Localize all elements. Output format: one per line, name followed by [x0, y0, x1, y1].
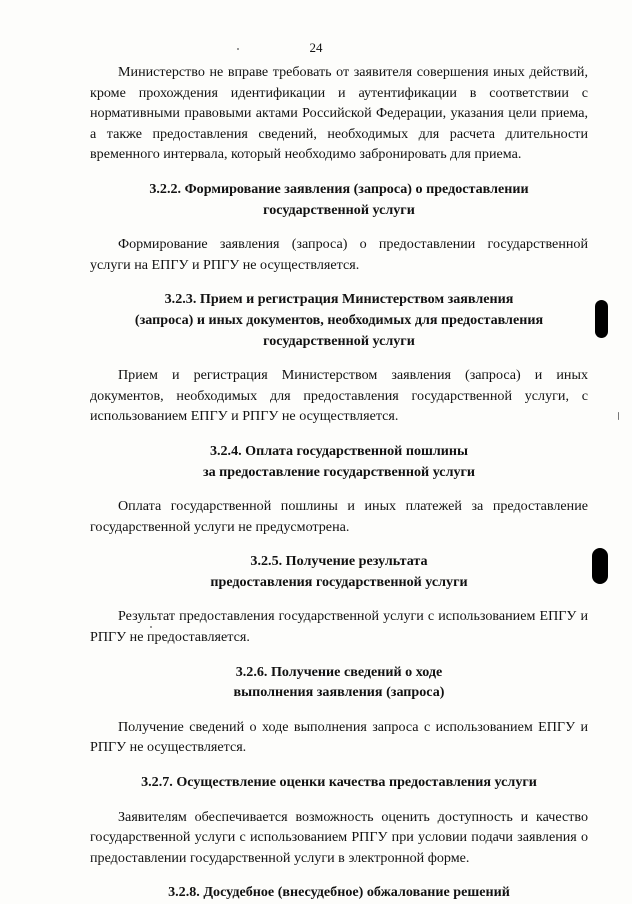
paragraph-ministry-restrictions: Министерство не вправе требовать от заявителя совершения иных действий, кроме прохождения идентификации и аутентификации в соответствии с нормативными правовыми актами Российской Федерации, указания цели приема, а также предоставления сведений, необходимых для расчета длительности временного интервала, который необходимо забронировать для приема.	[90, 64, 588, 163]
heading-line: (запроса) и иных документов, необходимых для предоставления	[134, 311, 544, 328]
scan-punch-hole-mark	[595, 300, 608, 338]
heading-line: государственной услуги	[263, 201, 415, 218]
paragraph-3-2-5: Результат предоставления государственной услуги с использованием ЕПГУ и РПГУ не предоставляется.	[90, 608, 588, 646]
heading-3-2-4	[90, 441, 588, 482]
paragraph-3-2-7: Заявителям обеспечивается возможность оценить доступность и качество государственной услуги с использованием РПГУ при условии подачи заявления о предоставлении государственной услуги в электронной форме.	[90, 808, 588, 866]
heading-line: государственной услуги	[263, 332, 415, 349]
heading-3-2-3	[90, 289, 588, 351]
heading-line: 3.2.5. Получение результата	[250, 553, 428, 570]
document-body	[90, 62, 588, 903]
heading-3-2-5	[90, 551, 588, 592]
heading-line: 3.2.3. Прием и регистрация Министерством заявления	[164, 291, 514, 308]
scan-punch-hole-mark	[592, 548, 608, 584]
scan-speck	[150, 626, 152, 628]
heading-3-2-6	[90, 662, 588, 703]
scan-speck	[237, 48, 239, 50]
heading-line: выполнения заявления (запроса)	[233, 684, 445, 701]
page-number: 24	[309, 40, 323, 55]
heading-line: за предоставление государственной услуги	[202, 463, 476, 480]
heading-line: предоставления государственной услуги	[210, 573, 468, 590]
heading-3-2-8	[90, 882, 588, 903]
heading-line: 3.2.6. Получение сведений о ходе	[235, 663, 443, 680]
heading-line: 3.2.4. Оплата государственной пошлины	[209, 442, 469, 459]
scan-speck	[618, 412, 619, 420]
heading-line: 3.2.2. Формирование заявления (запроса) о предоставлении	[149, 180, 529, 197]
paragraph-3-2-4: Оплата государственной пошлины и иных платежей за предоставление государственной услуги не предусмотрена.	[90, 498, 588, 535]
heading-3-2-2	[90, 179, 588, 220]
paragraph-3-2-2: Формирование заявления (запроса) о предоставлении государственной услуги на ЕПГУ и РПГУ не осуществляется.	[90, 236, 588, 273]
heading-line: 3.2.7. Осуществление оценки качества предоставления услуги	[141, 774, 537, 791]
paragraph-3-2-6: Получение сведений о ходе выполнения запроса с использованием ЕПГУ и РПГУ не осуществляется.	[90, 718, 588, 756]
heading-line: 3.2.8. Досудебное (внесудебное) обжалование решений	[168, 884, 510, 901]
paragraph-3-2-3: Прием и регистрация Министерством заявления (запроса) и иных документов, необходимых для предоставления государственной услуги, с использованием ЕПГУ и РПГУ не осуществляется.	[90, 367, 588, 425]
heading-3-2-7	[90, 772, 588, 793]
